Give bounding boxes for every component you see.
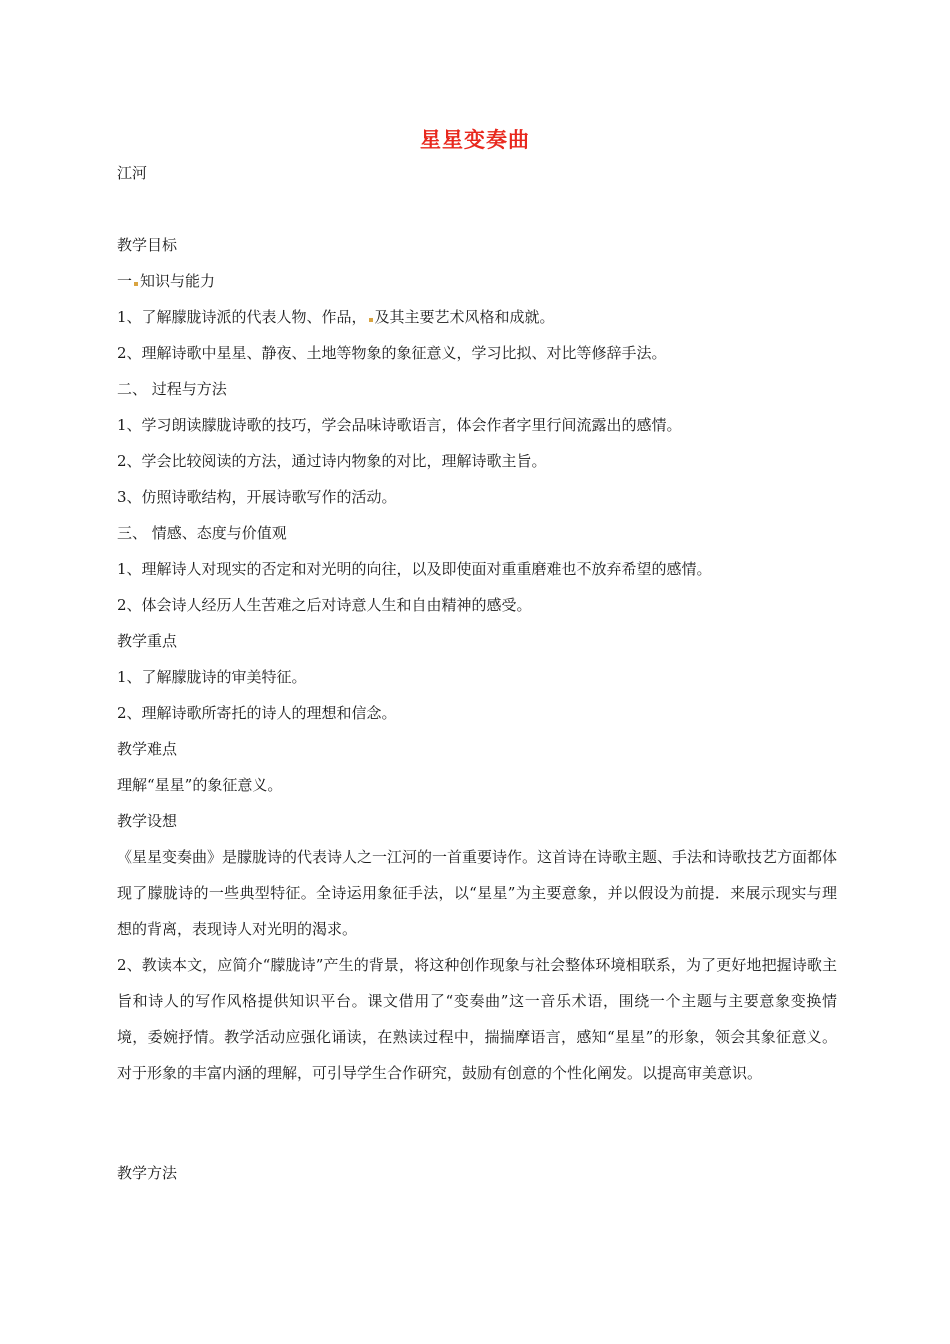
goals-heading: 教学目标 (117, 236, 178, 254)
key-point-1: 1、了解朦胧诗的审美特征。 (117, 668, 307, 686)
difficult-points-heading: 教学难点 (117, 740, 178, 758)
design-paragraph-1: 《星星变奏曲》是朦胧诗的代表诗人之一江河的一首重要诗作。这首诗在诗歌主题、手法和诗歌技艺方面都体现了朦胧诗的一些典型特征。全诗运用象征手法，以“星星”为主要意象，并以假设为前提．来展示现实与理想的背离，表现诗人对光明的渴求。 (117, 848, 838, 938)
document-title: 星星变奏曲 (420, 128, 530, 152)
section-2-item-1: 1、学习朗读朦胧诗歌的技巧，学会品味诗歌语言，体会作者字里行间流露出的感情。 (117, 416, 682, 434)
design-paragraph-2: 2、教读本文，应简介“朦胧诗”产生的背景，将这种创作现象与社会整体环境相联系，为了更好地把握诗歌主旨和诗人的写作风格提供知识平台。课文借用了“变奏曲”这一音乐术语，围绕一个主题与主要意象变换情境，委婉抒情。教学活动应强化诵读，在熟读过程中，揣揣摩语言，感知“星星”的形象，领会其象征意义。对于形象的丰富内涵的理解，可引导学生合作研究，鼓励有创意的个性化阐发。以提高审美意识。 (117, 956, 837, 1082)
section-1-text: 知识与能力 (140, 272, 216, 290)
difficult-point-text: 理解“星星”的象征意义。 (117, 776, 283, 794)
section-1-item-1-part-b: 及其主要艺术风格和成就。 (374, 308, 555, 326)
section-3-item-1: 1、理解诗人对现实的否定和对光明的向往，以及即使面对重重磨难也不放弃希望的感情。 (117, 560, 712, 578)
section-1-prefix: 一 (117, 272, 133, 290)
marker-icon (134, 282, 138, 286)
key-points-heading: 教学重点 (117, 632, 178, 650)
section-1-item-1-part-a: 1、了解朦胧诗派的代表人物、作品， (117, 308, 367, 326)
design-heading: 教学设想 (117, 812, 178, 830)
author-name: 江河 (117, 164, 148, 182)
section-1-heading (117, 271, 215, 291)
section-2-item-2: 2、学会比较阅读的方法，通过诗内物象的对比，理解诗歌主旨。 (117, 452, 547, 470)
key-point-2: 2、理解诗歌所寄托的诗人的理想和信念。 (117, 704, 397, 722)
section-3-heading: 三、 情感、态度与价值观 (117, 524, 287, 542)
marker-icon (369, 318, 373, 322)
method-heading: 教学方法 (117, 1164, 178, 1182)
section-1-item-2: 2、理解诗歌中星星、静夜、土地等物象的象征意义，学习比拟、对比等修辞手法。 (117, 344, 667, 362)
section-1-item-1 (117, 307, 555, 327)
section-3-item-2: 2、体会诗人经历人生苦难之后对诗意人生和自由精神的感受。 (117, 596, 532, 614)
section-2-heading: 二、 过程与方法 (117, 380, 227, 398)
section-2-item-3: 3、仿照诗歌结构，开展诗歌写作的活动。 (117, 488, 397, 506)
